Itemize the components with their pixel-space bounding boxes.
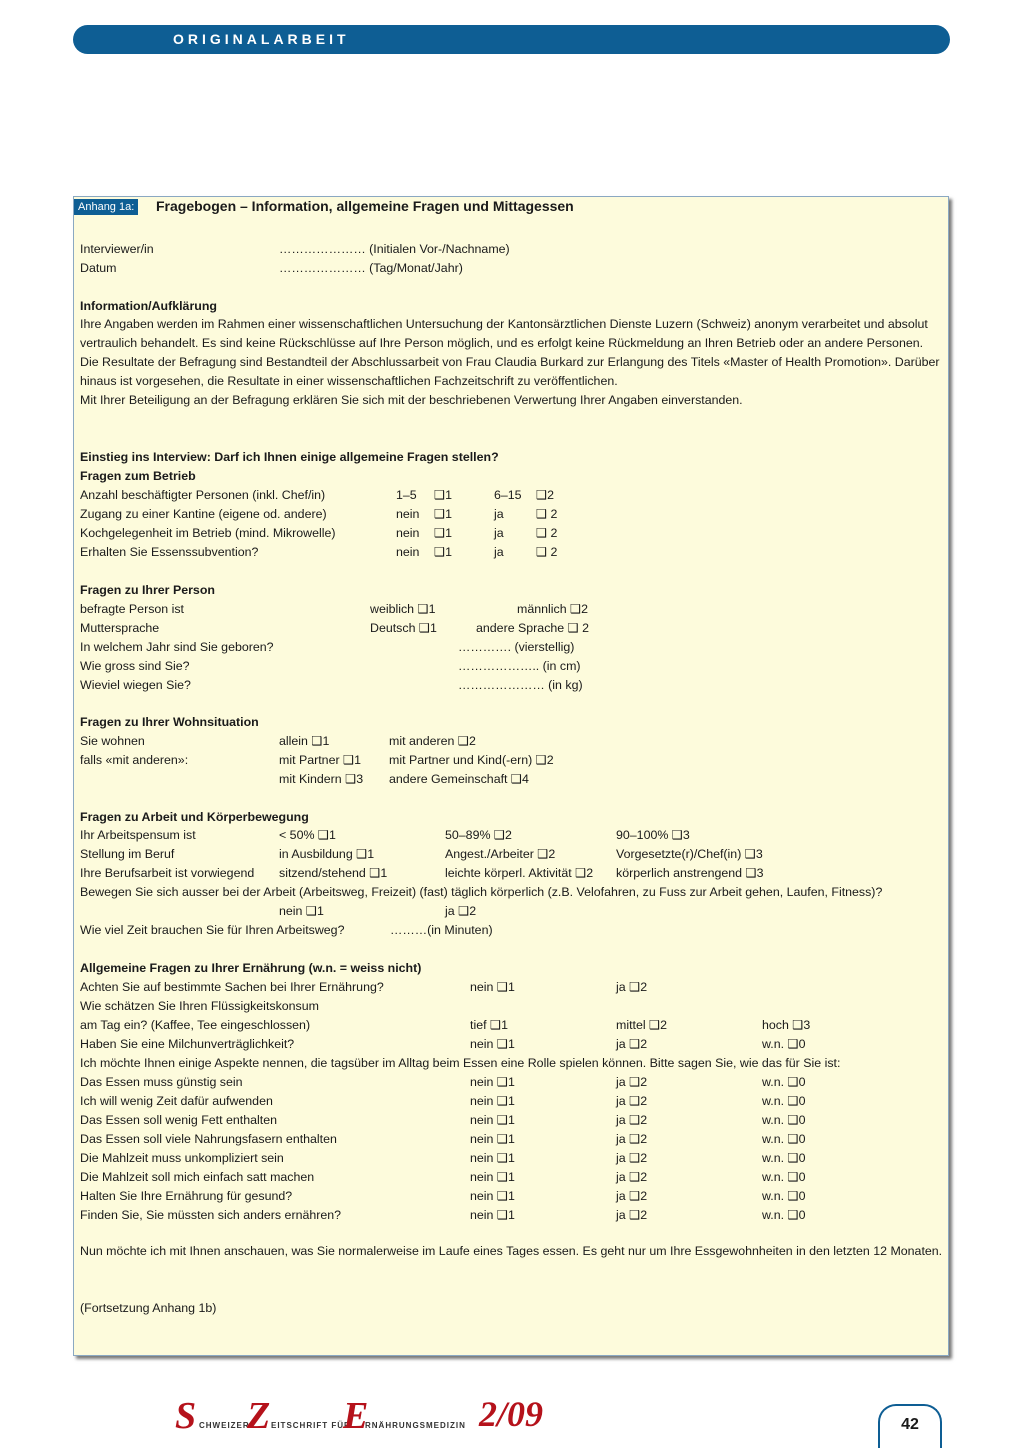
ernaehrung-answer-2: ja ❑2 [616,1037,648,1051]
person-answer-1: weiblich ❑1 [370,602,436,616]
checkbox-1: ❑1 [434,545,452,559]
aspekt-answer-nein: nein ❑1 [470,1151,515,1165]
wohn-heading: Fragen zu Ihrer Wohnsituation [80,715,259,729]
aspekt-question: Ich will wenig Zeit dafür aufwenden [80,1094,273,1108]
aspekt-question: Das Essen soll wenig Fett enthalten [80,1113,277,1127]
issue-number: 2/09 [479,1394,544,1434]
schluss-text: Nun möchte ich mit Ihnen anschauen, was Sie normalerweise im Laufe eines Tages essen. Es geht nur um Ihre Essgewohnheiten in den letzten 12 Monaten. [80,1244,943,1258]
person-question: Muttersprache [80,621,160,635]
interviewer-value: ………………… (Initialen Vor-/Nachname) [279,242,510,256]
arbeitsweg-answer: ………(in Minuten) [390,923,493,937]
betrieb-answer-1: nein [396,526,420,540]
betrieb-question: Kochgelegenheit im Betrieb (mind. Mikrowelle) [80,526,336,540]
ernaehrung-answer-1: tief ❑1 [470,1018,508,1032]
aspekt-question: Das Essen muss günstig sein [80,1075,243,1089]
checkbox-2: ❑ 2 [536,526,558,540]
arbeitsweg-question: Wie viel Zeit brauchen Sie für Ihren Arbeitsweg? [80,923,345,937]
aspekt-answer-ja: ja ❑2 [616,1151,648,1165]
arbeit-answer-2: leichte körperl. Aktivität ❑2 [445,866,594,880]
ernaehrung-question: am Tag ein? (Kaffee, Tee eingeschlossen) [80,1018,311,1032]
person-answer-2: ……………….. (in cm) [458,659,581,673]
wohn-question: Sie wohnen [80,734,145,748]
betrieb-heading: Fragen zum Betrieb [80,469,196,483]
aspekte-intro: Ich möchte Ihnen einige Aspekte nennen, die tagsüber im Alltag beim Essen eine Rolle spielen können. Bitte sagen Sie, wie das für Sie ist: [80,1056,841,1070]
logo-letter-z: Z [247,1395,271,1437]
person-answer-2: ………………… (in kg) [458,678,583,692]
arbeit-answer-2: 50–89% ❑2 [445,828,512,842]
person-question: In welchem Jahr sind Sie geboren? [80,640,274,654]
section-header-bar [73,25,950,54]
checkbox-2: ❑ 2 [536,507,558,521]
ernaehrung-answer-1: nein ❑1 [470,1037,515,1051]
aspekt-question: Die Mahlzeit soll mich einfach satt machen [80,1170,315,1184]
ernaehrung-answer-3: w.n. ❑0 [762,1037,806,1051]
info-text [80,315,944,410]
betrieb-question: Zugang zu einer Kantine (eigene od. andere) [80,507,327,521]
interviewer-label: Interviewer/in [80,242,154,256]
ernaehrung-question: Wie schätzen Sie Ihren Flüssigkeitskonsum [80,999,319,1013]
aspekt-question: Die Mahlzeit muss unkompliziert sein [80,1151,284,1165]
aspekt-answer-ja: ja ❑2 [616,1113,648,1127]
aspekt-answer-wn: w.n. ❑0 [762,1189,806,1203]
aspekt-answer-nein: nein ❑1 [470,1094,515,1108]
info-paragraph-1: Ihre Angaben werden im Rahmen einer wissenschaftlichen Untersuchung der Kantonsärztlichen Dienste Luzern (Schweiz) anonym verarbeitet und absolut vertraulich behandelt. Es sind keine Rückschlüsse auf Ihre Person möglich, und es erfolgt keine Rückmeldung an Ihren Betrieb oder an andere Personen. [80,317,928,350]
aspekt-answer-ja: ja ❑2 [616,1132,648,1146]
wohn-answer-2: mit anderen ❑2 [389,734,476,748]
aspekt-answer-nein: nein ❑1 [470,1170,515,1184]
ernaehrung-answer-2: ja ❑2 [616,980,648,994]
bewegen-answer-nein: nein ❑1 [279,904,324,918]
aspekt-answer-nein: nein ❑1 [470,1132,515,1146]
aspekt-answer-wn: w.n. ❑0 [762,1075,806,1089]
arbeit-answer-2: Angest./Arbeiter ❑2 [445,847,556,861]
wohn-question: falls «mit anderen»: [80,753,189,767]
person-question: Wie gross sind Sie? [80,659,190,673]
appendix-box [73,196,949,1356]
einstieg-heading: Einstieg ins Interview: Darf ich Ihnen einige allgemeine Fragen stellen? [80,450,499,464]
person-answer-2: andere Sprache ❑ 2 [476,621,590,635]
aspekt-answer-ja: ja ❑2 [616,1208,648,1222]
appendix-title: Fragebogen – Information, allgemeine Fragen und Mittagessen [156,198,574,214]
aspekt-answer-wn: w.n. ❑0 [762,1151,806,1165]
aspekt-answer-wn: w.n. ❑0 [762,1094,806,1108]
datum-value: ………………… (Tag/Monat/Jahr) [279,261,463,275]
info-paragraph-2: Die Resultate der Befragung sind Bestandteil der Abschlussarbeit von Frau Claudia Burkard zur Erlangung des Titels «Master of Health Promotion». Darüber hinaus ist vorgesehen, die Resultate in einer wissenschaftlichen Fachzeitschrift zu veröffentlichen. [80,355,940,388]
person-heading: Fragen zu Ihrer Person [80,583,215,597]
checkbox-1: ❑1 [434,488,452,502]
arbeit-question: Ihre Berufsarbeit ist vorwiegend [80,866,255,880]
betrieb-answer-2: ja [494,545,504,559]
arbeit-heading: Fragen zu Arbeit und Körperbewegung [80,810,309,824]
aspekt-answer-ja: ja ❑2 [616,1189,648,1203]
betrieb-answer-2: ja [494,507,504,521]
page-number: 42 [901,1416,919,1433]
ernaehrung-question: Achten Sie auf bestimmte Sachen bei Ihrer Ernährung? [80,980,384,994]
ernaehrung-answer-2: mittel ❑2 [616,1018,668,1032]
aspekt-answer-ja: ja ❑2 [616,1075,648,1089]
aspekt-answer-nein: nein ❑1 [470,1189,515,1203]
arbeit-answer-1: in Ausbildung ❑1 [279,847,375,861]
datum-label: Datum [80,261,117,275]
ernaehrung-answer-3: hoch ❑3 [762,1018,811,1032]
betrieb-question: Erhalten Sie Essenssubvention? [80,545,259,559]
checkbox-1: ❑1 [434,526,452,540]
logo-word-3: RNÄHRUNGSMEDIZIN [365,1421,466,1430]
betrieb-answer-2: 6–15 [494,488,522,502]
wohn-answer-1: mit Kindern ❑3 [279,772,364,786]
wohn-answer-2: andere Gemeinschaft ❑4 [389,772,529,786]
appendix-tag: Anhang 1a: [74,199,138,215]
aspekt-answer-ja: ja ❑2 [616,1094,648,1108]
page-number-tab [878,1404,942,1448]
logo-letter-s: S [175,1395,197,1437]
aspekt-answer-wn: w.n. ❑0 [762,1113,806,1127]
person-question: befragte Person ist [80,602,185,616]
betrieb-answer-1: 1–5 [396,488,417,502]
aspekt-answer-wn: w.n. ❑0 [762,1132,806,1146]
aspekt-answer-nein: nein ❑1 [470,1113,515,1127]
ernaehrung-question: Haben Sie eine Milchunverträglichkeit? [80,1037,295,1051]
arbeit-answer-1: < 50% ❑1 [279,828,336,842]
aspekt-question: Das Essen soll viele Nahrungsfasern enthalten [80,1132,337,1146]
arbeit-answer-3: Vorgesetzte(r)/Chef(in) ❑3 [616,847,763,861]
betrieb-question: Anzahl beschäftigter Personen (inkl. Chef/in) [80,488,326,502]
section-label: ORIGINALARBEIT [173,31,350,47]
aspekt-answer-wn: w.n. ❑0 [762,1208,806,1222]
logo-word-2: EITSCHRIFT FÜR [271,1421,351,1430]
aspekt-answer-nein: nein ❑1 [470,1075,515,1089]
aspekt-question: Halten Sie Ihre Ernährung für gesund? [80,1189,293,1203]
arbeit-answer-3: körperlich anstrengend ❑3 [616,866,764,880]
fortsetzung-note: (Fortsetzung Anhang 1b) [80,1301,217,1315]
info-heading: Information/Aufklärung [80,299,217,313]
checkbox-2: ❑ 2 [536,545,558,559]
aspekt-question: Finden Sie, Sie müssten sich anders ernähren? [80,1208,342,1222]
aspekt-answer-ja: ja ❑2 [616,1170,648,1184]
arbeit-question: Ihr Arbeitspensum ist [80,828,196,842]
info-paragraph-3: Mit Ihrer Beteiligung an der Befragung erklären Sie sich mit der beschriebenen Verwertung Ihrer Angaben einverstanden. [80,393,743,407]
ernaehrung-heading: Allgemeine Fragen zu Ihrer Ernährung (w.n. = weiss nicht) [80,961,422,975]
aspekt-answer-wn: w.n. ❑0 [762,1170,806,1184]
bewegen-answer-ja: ja ❑2 [445,904,477,918]
person-answer-2: …………. (vierstellig) [458,640,575,654]
betrieb-answer-1: nein [396,507,420,521]
person-answer-2: männlich ❑2 [517,602,589,616]
arbeit-answer-1: sitzend/stehend ❑1 [279,866,388,880]
betrieb-answer-1: nein [396,545,420,559]
betrieb-answer-2: ja [494,526,504,540]
wohn-answer-1: allein ❑1 [279,734,330,748]
bewegen-question: Bewegen Sie sich ausser bei der Arbeit (Arbeitsweg, Freizeit) (fast) täglich körperlich (z.B. Velofahren, zu Fuss zur Arbeit gehen, Laufen, Fitness)? [80,885,883,899]
wohn-answer-2: mit Partner und Kind(-ern) ❑2 [389,753,554,767]
logo-word-1: CHWEIZER [199,1421,250,1430]
wohn-answer-1: mit Partner ❑1 [279,753,362,767]
checkbox-1: ❑1 [434,507,452,521]
arbeit-question: Stellung im Beruf [80,847,175,861]
arbeit-answer-3: 90–100% ❑3 [616,828,690,842]
person-answer-1: Deutsch ❑1 [370,621,437,635]
aspekt-answer-nein: nein ❑1 [470,1208,515,1222]
ernaehrung-answer-1: nein ❑1 [470,980,515,994]
checkbox-2: ❑2 [536,488,554,502]
person-question: Wieviel wiegen Sie? [80,678,191,692]
logo-letter-e: E [343,1395,369,1437]
